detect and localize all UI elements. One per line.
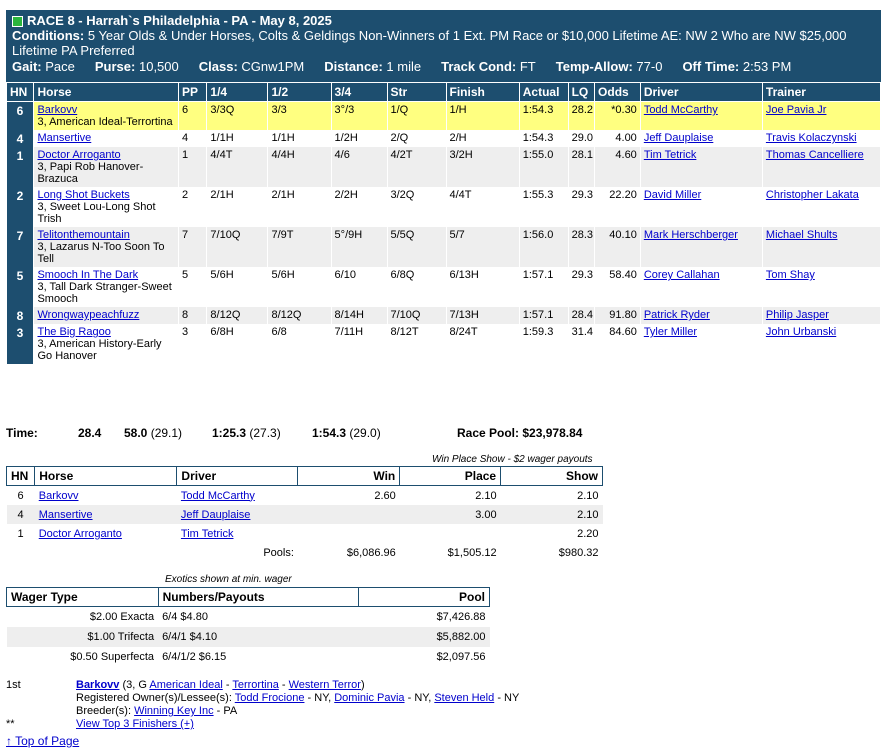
- horse-link[interactable]: Barkovv: [37, 104, 78, 116]
- driver-cell: [640, 130, 762, 147]
- horse-link[interactable]: Barkovv: [38, 489, 79, 502]
- quarter-call: 3/3Q: [207, 102, 268, 131]
- trainer-cell: [762, 227, 880, 267]
- finish-call: 5/7: [446, 227, 519, 267]
- horse-number: 4: [7, 505, 35, 524]
- horse-link[interactable]: Wrongwaypeachfuzz: [37, 309, 140, 321]
- actual-time: 1:55.0: [519, 147, 568, 187]
- off-time-info: Off Time: 2:53 PM: [682, 59, 792, 74]
- trainer-cell: [762, 187, 880, 227]
- payout-row: [7, 505, 603, 524]
- horse-breeding: 3, American History-Early Go Hanover: [37, 338, 162, 362]
- winner-info: (3, G: [122, 679, 147, 691]
- result-row: [7, 324, 881, 364]
- pool-show: $980.32: [558, 546, 599, 559]
- quarter-call: 6/8H: [207, 324, 268, 364]
- horse-cell: [34, 187, 178, 227]
- horse-number: 1: [17, 527, 24, 540]
- horse-link[interactable]: Doctor Arroganto: [37, 149, 121, 161]
- actual-time: 1:57.1: [519, 307, 568, 324]
- show-payout: 2.10: [501, 505, 603, 524]
- column-header: Horse: [35, 467, 177, 486]
- trainer-cell: [762, 147, 880, 187]
- post-position: 3: [178, 324, 206, 364]
- horse-cell: [34, 227, 178, 267]
- three-quarter-call: 7/11H: [331, 324, 387, 364]
- result-row: [7, 187, 881, 227]
- trainer-link[interactable]: John Urbanski: [765, 326, 837, 338]
- trainer-cell: [762, 307, 880, 324]
- last-quarter: 28.4: [568, 307, 594, 324]
- race-conditions: [12, 28, 877, 58]
- purse-info: Purse: 10,500: [94, 59, 179, 74]
- horse-link[interactable]: Smooch In The Dark: [37, 269, 139, 281]
- time-label: Time:: [6, 426, 38, 440]
- result-row: [7, 307, 881, 324]
- half-call: 5/6H: [268, 267, 331, 307]
- top-of-page-link[interactable]: ↑ Top of Page: [6, 734, 80, 748]
- owner-link[interactable]: Todd Frocione: [234, 692, 305, 704]
- pool-place: $1,505.12: [447, 546, 497, 559]
- column-header: HN: [7, 467, 35, 486]
- post-position: 4: [178, 130, 206, 147]
- race-status-icon: [12, 16, 23, 27]
- column-header: Show: [501, 467, 603, 486]
- horse-link[interactable]: Mansertive: [37, 132, 92, 144]
- horse-breeding: 3, Papi Rob Hanover-Brazuca: [37, 161, 144, 185]
- half-call: 3/3: [268, 102, 331, 131]
- distance-info: Distance: 1 mile: [324, 59, 422, 74]
- breeder-loc: - PA: [216, 705, 238, 717]
- driver-link[interactable]: Tim Tetrick: [180, 527, 234, 540]
- owner-loc: - NY: [497, 692, 520, 704]
- win-payout: [298, 524, 400, 543]
- driver-link[interactable]: Tim Tetrick: [643, 149, 697, 161]
- driver-cell: [640, 267, 762, 307]
- half-call: 1/1H: [268, 130, 331, 147]
- three-quarter-call: 2/2H: [331, 187, 387, 227]
- owner-link[interactable]: Dominic Pavia: [334, 692, 405, 704]
- track-info: Track Cond: FT: [441, 59, 536, 74]
- stretch-call: 7/10Q: [387, 307, 446, 324]
- actual-time: 1:56.0: [519, 227, 568, 267]
- wager-type: $1.00 Trifecta: [7, 627, 159, 647]
- wps-note: Win Place Show - $2 wager payouts: [432, 454, 593, 465]
- quarter-call: 2/1H: [207, 187, 268, 227]
- place-payout: 3.00: [400, 505, 501, 524]
- horse-number: 1: [7, 147, 34, 187]
- view-top3-link[interactable]: View Top 3 Finishers (+): [76, 718, 194, 730]
- column-header: Finish: [446, 83, 519, 102]
- driver-cell: [640, 227, 762, 267]
- driver-link[interactable]: Todd McCarthy: [180, 489, 255, 502]
- trainer-cell: [762, 130, 880, 147]
- column-header: Horse: [34, 83, 178, 102]
- wager-pool: $5,882.00: [358, 627, 489, 647]
- trainer-link[interactable]: Tom Shay: [765, 269, 815, 281]
- quarter-call: 8/12Q: [207, 307, 268, 324]
- horse-number: 3: [7, 324, 34, 364]
- breeder-link[interactable]: Winning Key Inc: [134, 705, 214, 717]
- post-position: 5: [178, 267, 206, 307]
- stars-marker: **: [6, 718, 15, 730]
- driver-link[interactable]: Patrick Ryder: [643, 309, 710, 321]
- wager-pool: $7,426.88: [436, 611, 486, 623]
- driver-cell: [640, 307, 762, 324]
- column-header: 1/2: [268, 83, 331, 102]
- wager-row: [7, 627, 490, 647]
- column-header: 1/4: [207, 83, 268, 102]
- driver-cell: [640, 147, 762, 187]
- wager-pool: $2,097.56: [436, 651, 486, 663]
- payout-row: [7, 524, 603, 543]
- three-quarter-call: 1/2H: [331, 130, 387, 147]
- quarter-call: 1/1H: [207, 130, 268, 147]
- results-table: [6, 82, 881, 364]
- column-header: HN: [7, 83, 34, 102]
- place-payout: 2.10: [475, 489, 497, 502]
- post-position: 2: [178, 187, 206, 227]
- column-header: Wager Type: [7, 588, 159, 607]
- gait-info: Gait: Pace: [12, 59, 75, 74]
- wps-table: [6, 466, 603, 562]
- wager-type: $0.50 Superfecta: [70, 651, 155, 663]
- half-call: 8/12Q: [268, 307, 331, 324]
- wager-payout: 6/4/1/2 $6.15: [162, 651, 227, 663]
- horse-cell: [35, 505, 177, 524]
- horse-number: 4: [7, 130, 34, 147]
- finish-call: 3/2H: [446, 147, 519, 187]
- horse-breeding: 3, Lazarus N-Too Soon To Tell: [37, 241, 165, 265]
- show-payout: 2.10: [577, 489, 599, 502]
- horse-link[interactable]: Long Shot Buckets: [37, 189, 130, 201]
- column-header: Trainer: [762, 83, 880, 102]
- finish-call: 2/H: [446, 130, 519, 147]
- finish-call: 4/4T: [446, 187, 519, 227]
- horse-link[interactable]: Doctor Arroganto: [38, 527, 122, 540]
- actual-time: 1:55.3: [519, 187, 568, 227]
- half-call: 4/4H: [268, 147, 331, 187]
- race-pool: Race Pool: $23,978.84: [457, 426, 583, 440]
- quarter-call: 4/4T: [207, 147, 268, 187]
- wps-header-row: [7, 467, 603, 486]
- driver-link[interactable]: Jeff Dauplaise: [180, 508, 251, 521]
- three-quarter-call: 5°/9H: [331, 227, 387, 267]
- winner-owners: [76, 692, 519, 705]
- owners-label: Registered Owner(s)/Lessee(s):: [76, 692, 232, 704]
- conditions-label: Conditions:: [12, 28, 85, 43]
- result-row: [7, 267, 881, 307]
- column-header: Win: [298, 467, 400, 486]
- post-position: 6: [178, 102, 206, 131]
- race-header: [6, 10, 881, 82]
- winner-damsire-link[interactable]: Western Terror: [288, 679, 361, 691]
- odds: *0.30: [595, 102, 641, 131]
- win-payout: 2.60: [374, 489, 396, 502]
- winner-sep: -: [225, 679, 230, 691]
- exotics-table: [6, 587, 490, 667]
- horse-number: 5: [7, 267, 34, 307]
- winner-sep: -: [281, 679, 286, 691]
- owner-loc: - NY,: [407, 692, 432, 704]
- quarter-call: 5/6H: [207, 267, 268, 307]
- driver-link[interactable]: Tyler Miller: [643, 326, 697, 338]
- driver-cell: [640, 324, 762, 364]
- half-call: 7/9T: [268, 227, 331, 267]
- trainer-link[interactable]: Christopher Lakata: [765, 189, 859, 201]
- horse-breeding: 3, American Ideal-Terrortina: [37, 116, 173, 128]
- wager-payout: 6/4 $4.80: [162, 611, 208, 623]
- column-header: 3/4: [331, 83, 387, 102]
- half-call: 6/8: [268, 324, 331, 364]
- last-quarter: 29.3: [568, 187, 594, 227]
- winner-breeder: [76, 705, 237, 718]
- odds: 22.20: [595, 187, 641, 227]
- trainer-link[interactable]: Thomas Cancelliere: [765, 149, 864, 161]
- winner-line: [76, 679, 365, 692]
- owner-link[interactable]: Steven Held: [434, 692, 495, 704]
- column-header: Odds: [595, 83, 641, 102]
- exotics-header-row: [7, 588, 490, 607]
- odds: 4.60: [595, 147, 641, 187]
- wager-row: [7, 607, 490, 628]
- column-header: Numbers/Payouts: [158, 588, 358, 607]
- last-quarter: 29.3: [568, 267, 594, 307]
- last-quarter: 29.0: [568, 130, 594, 147]
- stretch-call: 8/12T: [387, 324, 446, 364]
- driver-link[interactable]: Mark Herschberger: [643, 229, 738, 241]
- time-quarter: 28.4: [78, 426, 102, 440]
- horse-number: 7: [7, 227, 34, 267]
- winner-place: 1st: [6, 679, 21, 691]
- half-call: 2/1H: [268, 187, 331, 227]
- last-quarter: 28.3: [568, 227, 594, 267]
- finish-call: 1/H: [446, 102, 519, 131]
- odds: 58.40: [595, 267, 641, 307]
- stretch-call: 1/Q: [387, 102, 446, 131]
- column-header: Str: [387, 83, 446, 102]
- result-row: [7, 147, 881, 187]
- time-half: 58.0 (29.1): [124, 426, 183, 440]
- result-row: [7, 130, 881, 147]
- horse-number: 2: [7, 187, 34, 227]
- horse-cell: [35, 524, 177, 543]
- time-three-quarter: 1:25.3 (27.3): [212, 426, 281, 440]
- class-info: Class: CGnw1PM: [198, 59, 305, 74]
- driver-link[interactable]: Jeff Dauplaise: [643, 132, 714, 144]
- last-quarter: 28.2: [568, 102, 594, 131]
- trainer-link[interactable]: Travis Kolaczynski: [765, 132, 857, 144]
- column-header: Driver: [640, 83, 762, 102]
- post-position: 1: [178, 147, 206, 187]
- quarter-call: 7/10Q: [207, 227, 268, 267]
- driver-link[interactable]: Todd McCarthy: [643, 104, 718, 116]
- result-row: [7, 102, 881, 131]
- horse-cell: [34, 147, 178, 187]
- horse-breeding: 3, Sweet Lou-Long Shot Trish: [37, 201, 156, 225]
- three-quarter-call: 8/14H: [331, 307, 387, 324]
- breeder-label: Breeder(s):: [76, 705, 132, 717]
- payout-row: [7, 486, 603, 506]
- column-header: Place: [400, 467, 501, 486]
- win-payout: [298, 505, 400, 524]
- horse-cell: [34, 267, 178, 307]
- post-position: 7: [178, 227, 206, 267]
- trainer-link[interactable]: Philip Jasper: [765, 309, 829, 321]
- stretch-call: 5/5Q: [387, 227, 446, 267]
- horse-link[interactable]: Telitonthemountain: [37, 229, 130, 241]
- time-final: 1:54.3 (29.0): [312, 426, 381, 440]
- horse-cell: [34, 130, 178, 147]
- temp-info: Temp-Allow: 77-0: [555, 59, 663, 74]
- finish-call: 6/13H: [446, 267, 519, 307]
- horse-cell: [34, 324, 178, 364]
- trainer-cell: [762, 324, 880, 364]
- column-header: Pool: [358, 588, 489, 607]
- stretch-call: 6/8Q: [387, 267, 446, 307]
- driver-cell: [177, 524, 298, 543]
- finish-call: 7/13H: [446, 307, 519, 324]
- last-quarter: 31.4: [568, 324, 594, 364]
- three-quarter-call: 3°/3: [331, 102, 387, 131]
- actual-time: 1:57.1: [519, 267, 568, 307]
- horse-number: 8: [7, 307, 34, 324]
- wager-row: [7, 647, 490, 667]
- actual-time: 1:54.3: [519, 130, 568, 147]
- odds: 4.00: [595, 130, 641, 147]
- column-header: Driver: [177, 467, 298, 486]
- driver-cell: [640, 102, 762, 131]
- horse-number: 6: [7, 102, 34, 131]
- stretch-call: 2/Q: [387, 130, 446, 147]
- trainer-link[interactable]: Joe Pavia Jr: [765, 104, 827, 116]
- wager-payout: 6/4/1 $4.10: [158, 627, 358, 647]
- driver-link[interactable]: Corey Callahan: [643, 269, 720, 281]
- exotics-note: Exotics shown at min. wager: [165, 574, 292, 585]
- actual-time: 1:54.3: [519, 102, 568, 131]
- show-payout: 2.20: [577, 527, 599, 540]
- odds: 91.80: [595, 307, 641, 324]
- driver-cell: [640, 187, 762, 227]
- conditions-text: 5 Year Olds & Under Horses, Colts & Geldings Non-Winners of 1 Ext. PM Race or $10,000 Lifetime AE: NW 2 Who are NW $25,000 Lifetime PA Preferred: [12, 28, 847, 58]
- odds: 84.60: [595, 324, 641, 364]
- winner-horse-link[interactable]: Barkovv: [76, 679, 120, 691]
- trainer-cell: [762, 267, 880, 307]
- pool-win: $6,086.96: [346, 546, 396, 559]
- column-header: Actual: [519, 83, 568, 102]
- horse-breeding: 3, Tall Dark Stranger-Sweet Smooch: [37, 281, 172, 305]
- winner-dam-link[interactable]: Terrortina: [232, 679, 279, 691]
- owner-loc: - NY,: [307, 692, 332, 704]
- stretch-call: 3/2Q: [387, 187, 446, 227]
- results-header-row: [7, 83, 881, 102]
- horse-cell: [34, 307, 178, 324]
- result-row: [7, 227, 881, 267]
- driver-cell: [177, 505, 298, 524]
- column-header: PP: [178, 83, 206, 102]
- actual-time: 1:59.3: [519, 324, 568, 364]
- trainer-link[interactable]: Michael Shults: [765, 229, 838, 241]
- horse-cell: [35, 486, 177, 506]
- three-quarter-call: 4/6: [331, 147, 387, 187]
- pools-label: Pools:: [263, 546, 294, 559]
- driver-link[interactable]: David Miller: [643, 189, 702, 201]
- horse-number: 6: [17, 489, 24, 502]
- place-payout: [400, 524, 501, 543]
- race-title: RACE 8 - Harrah`s Philadelphia - PA - May 8, 2025: [27, 13, 332, 28]
- winner-close: ): [360, 679, 365, 691]
- wager-type: $2.00 Exacta: [89, 611, 155, 623]
- race-info-row: [12, 59, 877, 74]
- pools-row: [7, 543, 603, 562]
- driver-cell: [177, 486, 298, 506]
- last-quarter: 28.1: [568, 147, 594, 187]
- finish-call: 8/24T: [446, 324, 519, 364]
- three-quarter-call: 6/10: [331, 267, 387, 307]
- column-header: LQ: [568, 83, 594, 102]
- post-position: 8: [178, 307, 206, 324]
- horse-link[interactable]: The Big Ragoo: [37, 326, 111, 338]
- horse-link[interactable]: Mansertive: [38, 508, 93, 521]
- odds: 40.10: [595, 227, 641, 267]
- winner-sire-link[interactable]: American Ideal: [149, 679, 223, 691]
- trainer-cell: [762, 102, 880, 131]
- horse-cell: [34, 102, 178, 131]
- stretch-call: 4/2T: [387, 147, 446, 187]
